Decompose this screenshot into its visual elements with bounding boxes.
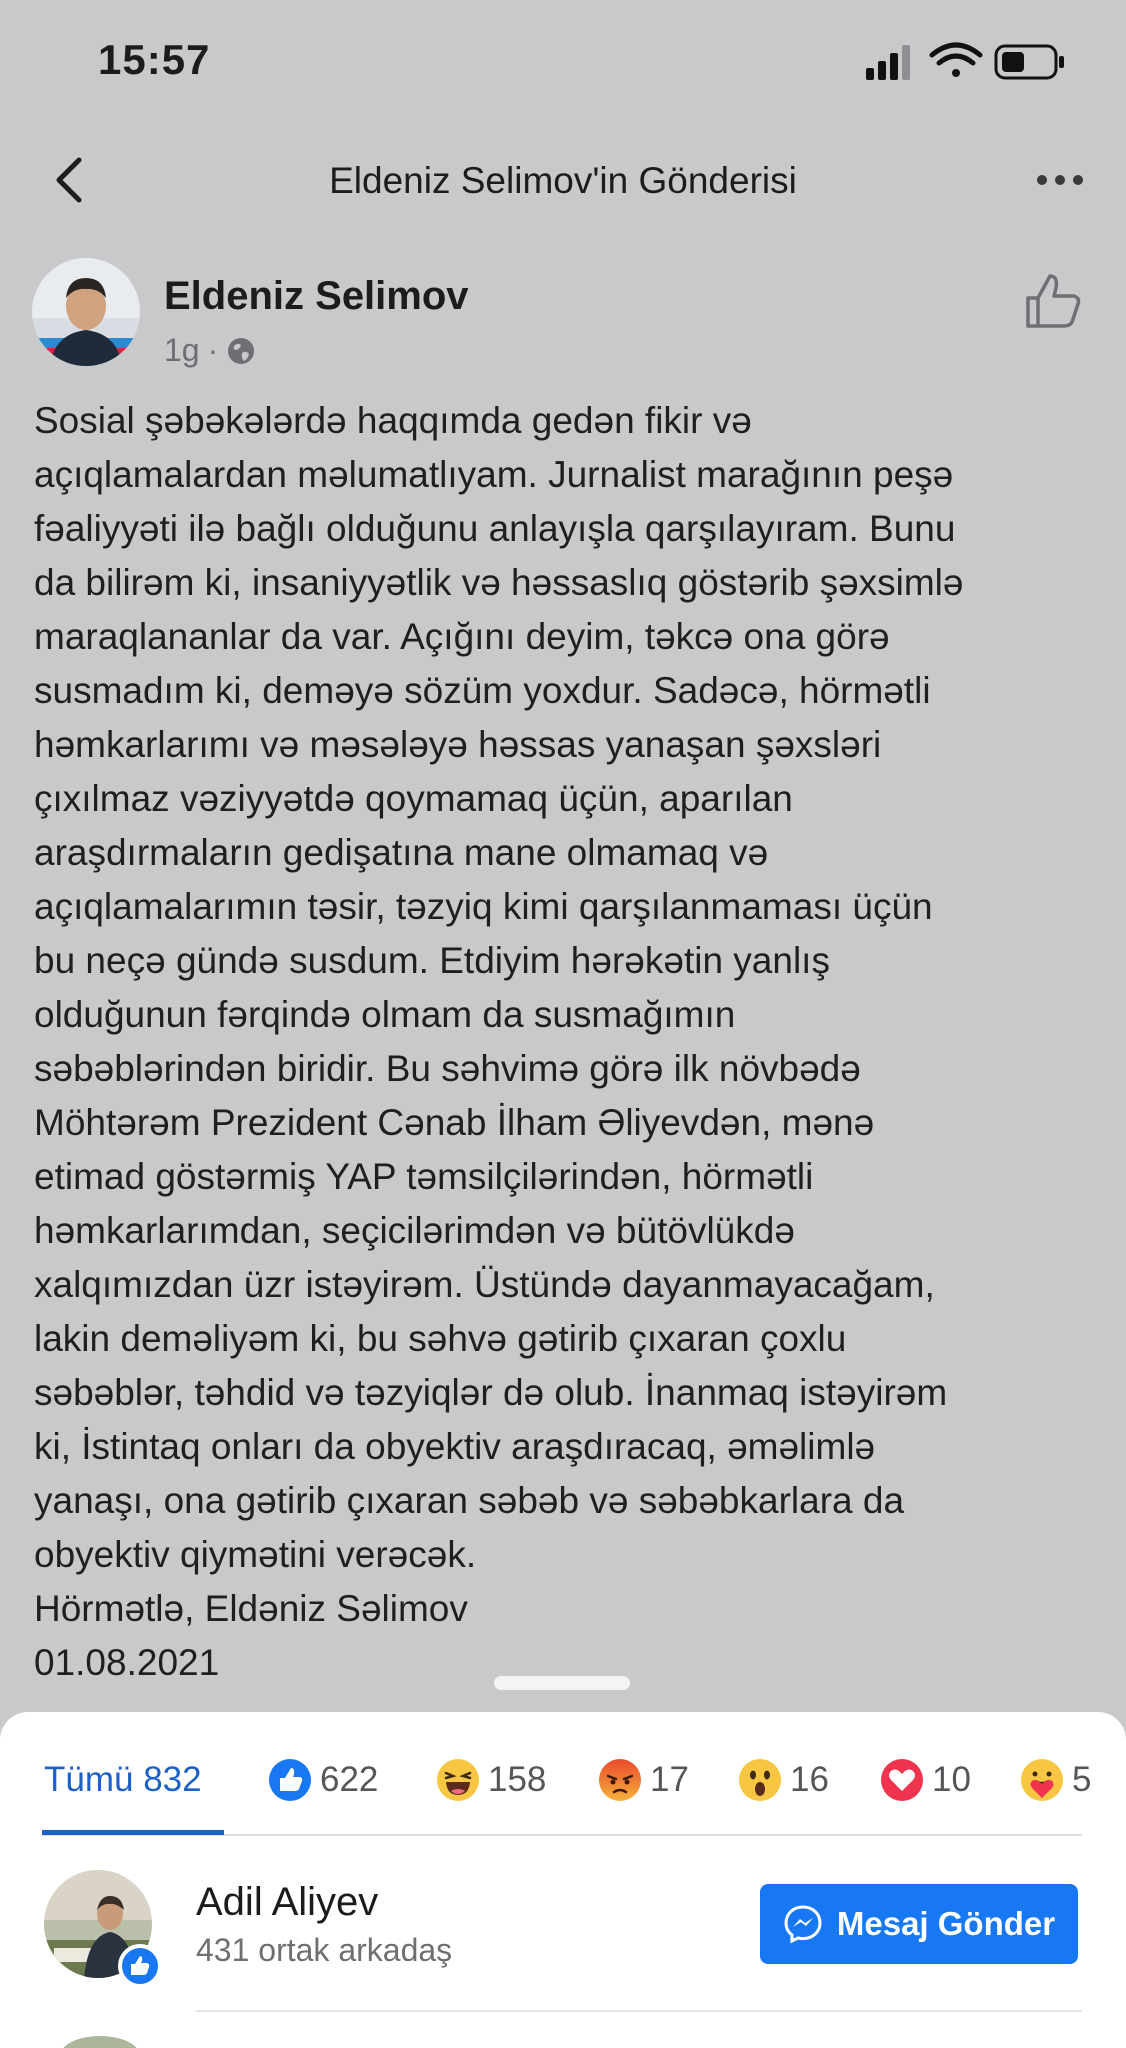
care-reaction-icon — [1020, 1758, 1064, 1802]
messenger-icon — [783, 1904, 823, 1944]
tab-love-count: 10 — [932, 1760, 971, 1799]
tab-haha-count: 158 — [488, 1760, 547, 1799]
post-text-line: etimad göstərmiş YAP təmsilçilərindən, hörmətli — [34, 1156, 814, 1197]
person-mutual-friends: 431 ortak arkadaş — [196, 1932, 453, 1968]
tab-all[interactable]: Tümü 832 — [44, 1760, 202, 1799]
send-message-label: Mesaj Gönder — [836, 1905, 1056, 1942]
row-divider — [196, 2010, 1082, 2012]
post-text-line: fəaliyyəti ilə bağlı olduğunu anlayışla qarşılayıram. Bunu — [34, 508, 956, 549]
post-meta — [164, 332, 256, 369]
post-text-line: səbəblər, təhdid və təzyiqlər də olub. İnanmaq istəyirəm — [34, 1372, 948, 1413]
post-text-line: ki, İstintaq onları da obyektiv araşdıracaq, əməlimlə — [34, 1426, 876, 1467]
person-like-badge — [118, 1944, 162, 1988]
more-horizontal-icon — [1036, 174, 1084, 186]
post-text — [34, 394, 1104, 1690]
tab-like[interactable] — [268, 1750, 378, 1810]
post-text-line: açıqlamalardan məlumatlıyam. Jurnalist marağının peşə — [34, 454, 954, 495]
post-date: 01.08.2021 — [34, 1642, 220, 1683]
tab-wow[interactable] — [738, 1750, 829, 1810]
post-text-line: da bilirəm ki, insaniyyətlik və həssaslıq göstərib şəxsimlə — [34, 562, 964, 603]
post-text-line: obyektiv qiymətini verəcək. — [34, 1534, 477, 1575]
post-time[interactable]: 1g — [164, 332, 200, 368]
tab-active-indicator — [42, 1830, 224, 1835]
wow-reaction-icon — [738, 1758, 782, 1802]
post-signature: Hörmətlə, Eldəniz Səlimov — [34, 1588, 468, 1629]
send-message-button[interactable] — [760, 1884, 1078, 1964]
tab-wow-count: 16 — [790, 1760, 829, 1799]
post-text-line: maraqlananlar da var. Açığını deyim, təkcə ona görə — [34, 616, 890, 657]
post-text-line: xalqımızdan üzr istəyirəm. Üstündə dayanmayacağam, — [34, 1264, 935, 1305]
post-text-line: çıxılmaz vəziyyətdə qoymamaq üçün, aparılan — [34, 778, 793, 819]
meta-separator: · — [207, 332, 219, 368]
post-text-line: lakin deməliyəm ki, bu səhvə gətirib çıxaran çoxlu — [34, 1318, 847, 1359]
post-text-line: Sosial şəbəkələrdə haqqımda gedən fikir və — [34, 400, 752, 441]
tab-love[interactable] — [880, 1750, 971, 1810]
love-reaction-icon — [880, 1758, 924, 1802]
tab-care[interactable] — [1020, 1750, 1091, 1810]
thumbs-up-outline-icon — [1022, 270, 1084, 332]
post-text-line: susmadım ki, deməyə sözüm yoxdur. Sadəcə, hörmətli — [34, 670, 931, 711]
post-text-line: həmkarlarımdan, seçicilərimdən və bütövlükdə — [34, 1210, 795, 1251]
person-name[interactable]: Adil Aliyev — [196, 1880, 379, 1924]
wifi-icon — [932, 45, 980, 77]
globe-icon — [226, 336, 256, 366]
post-text-line: həmkarlarımı və məsələyə həssas yanaşan şəxsləri — [34, 724, 882, 765]
sheet-drag-handle[interactable] — [494, 1676, 630, 1690]
author-avatar[interactable] — [32, 258, 140, 366]
tab-care-count: 5 — [1072, 1760, 1092, 1799]
post-text-line: açıqlamalarımın təsir, təzyiq kimi qarşılanmaması üçün — [34, 886, 933, 927]
post-text-line: olduğunun fərqində olmam da susmağımın — [34, 994, 736, 1035]
more-options-button[interactable] — [1030, 165, 1090, 195]
like-reaction-icon — [268, 1758, 312, 1802]
tab-angry-count: 17 — [650, 1760, 689, 1799]
haha-reaction-icon — [436, 1758, 480, 1802]
reaction-tabs — [0, 1750, 1126, 1810]
post-text-line: Möhtərəm Prezident Cənab İlham Əliyevdən, mənə — [34, 1102, 875, 1143]
status-icons — [866, 40, 1072, 84]
thumbs-up-icon — [129, 1955, 151, 1977]
tab-angry[interactable] — [598, 1750, 689, 1810]
page-title: Eldeniz Selimov'in Gönderisi — [329, 160, 797, 201]
status-time: 15:57 — [98, 36, 211, 83]
tab-like-count: 622 — [320, 1760, 379, 1799]
post-text-line: səbəblərindən biridir. Bu səhvimə görə ilk növbədə — [34, 1048, 861, 1089]
post-text-line: araşdırmaların gedişatına mane olmamaq və — [34, 832, 769, 873]
like-post-button[interactable] — [1022, 270, 1084, 332]
post-text-line: bu neçə gündə susdum. Etdiyim hərəkətin yanlış — [34, 940, 830, 981]
angry-reaction-icon — [598, 1758, 642, 1802]
author-name[interactable]: Eldeniz Selimov — [164, 274, 469, 318]
battery-icon — [996, 46, 1064, 78]
post-text-line: yanaşı, ona gətirib çıxaran səbəb və səbəbkarlara da — [34, 1480, 905, 1521]
tab-haha[interactable] — [436, 1750, 546, 1810]
cellular-signal-icon — [866, 45, 910, 80]
